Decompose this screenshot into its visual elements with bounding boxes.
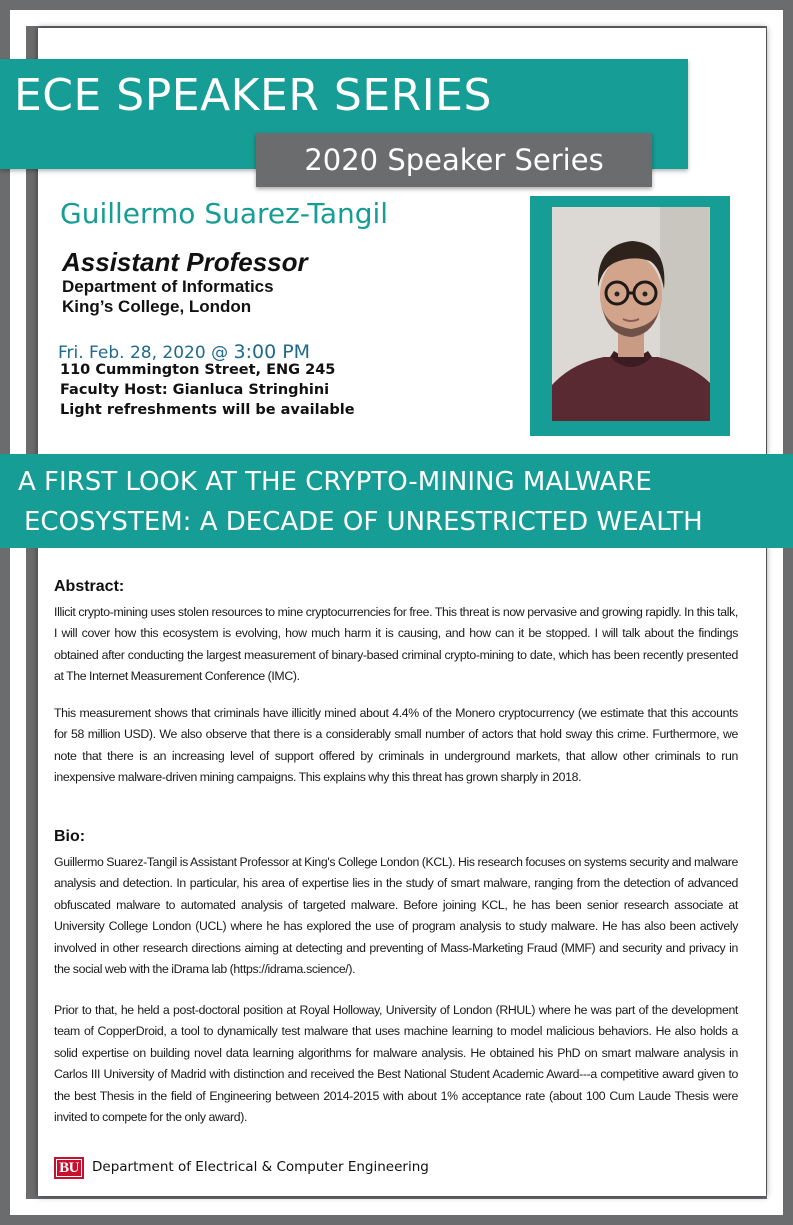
series-subtitle: 2020 Speaker Series — [304, 143, 604, 177]
abstract-paragraph-1: Illicit crypto-mining uses stolen resources to mine cryptocurrencies for free. This threat is now pervasive and growing rapidly. In this talk, I will cover how this ecosystem is evolving, how much harm it is causing, and how can it be stopped. I will talk about the findings obtained after conducting the largest measurement of binary-based criminal crypto-mining to date, which has been recently presented at The Internet Measurement Conference (IMC). — [54, 605, 738, 684]
speaker-institution: King’s College, London — [62, 297, 252, 316]
abstract-heading: Abstract: — [54, 578, 125, 595]
talk-title — [0, 462, 793, 542]
speaker-photo — [552, 207, 710, 421]
speaker-portrait-illustration — [552, 207, 710, 421]
speaker-name: Guillermo Suarez-Tangil — [60, 197, 389, 230]
event-time: 3:00 PM — [233, 341, 311, 363]
event-refreshments: Light refreshments will be available — [60, 402, 355, 418]
speaker-role: Assistant Professor — [62, 247, 308, 277]
event-date-text: Fri. Feb. 28, 2020 @ — [58, 343, 234, 363]
bio-paragraph-1: Guillermo Suarez-Tangil is Assistant Professor at King's College London (KCL). His research focuses on systems security and malware analysis and detection. In particular, his area of expertise lies in the study of smart malware, ranging from the detection of advanced obfuscated malware to automated analysis of targeted malware. Before joining KCL, he has been senior research associate at University College London (UCL) where he has explored the use of program analysis to study malware. He has also been actively involved in other research directions aiming at detecting and preventing of Mass-Marketing Fraud (MMF) and security and privacy in the social web with the iDrama lab (https://idrama.science/). — [54, 855, 738, 977]
bio-heading: Bio: — [54, 828, 86, 845]
talk-title-line-1: A FIRST LOOK AT THE CRYPTO-MINING MALWARE — [18, 467, 652, 497]
abstract-paragraph-2: This measurement shows that criminals have illicitly mined about 4.4% of the Monero cryptocurrency (we estimate that this accounts for 58 million USD). We also observe that there is a considerably small number of actors that hold sway this crime. Furthermore, we note that there is an increasing level of support offered by criminals in underground markets, that allow other criminals to run inexpensive malware-driven mining campaigns. This explains why this threat has grown sharply in 2018. — [54, 706, 738, 785]
talk-title-line-2: ECOSYSTEM: A DECADE OF UNRESTRICTED WEALTH — [24, 507, 703, 537]
series-title: ECE SPEAKER SERIES — [14, 70, 492, 121]
event-host: Faculty Host: Gianluca Stringhini — [60, 382, 330, 398]
bu-logo: BU — [54, 1157, 84, 1179]
footer-department: Department of Electrical & Computer Engineering — [92, 1159, 429, 1175]
speaker-department: Department of Informatics — [62, 277, 274, 296]
event-date — [58, 341, 310, 363]
bio-paragraph-2: Prior to that, he held a post-doctoral position at Royal Holloway, University of London (RHUL) where he was part of the development team of CopperDroid, a tool to dynamically test malware that uses machine learning to model malicious behaviors. He also holds a solid expertise on building novel data learning algorithms for malware analysis. He obtained his PhD on smart malware analysis in Carlos III University of Madrid with distinction and received the Best National Student Academic Award---a competitive award given to the best Thesis in the field of Engineering between 2014-2015 with about 1% acceptance rate (about 100 Cum Laude Thesis were invited to compete for the only award). — [54, 1003, 738, 1125]
event-location: 110 Cummington Street, ENG 245 — [60, 362, 336, 378]
